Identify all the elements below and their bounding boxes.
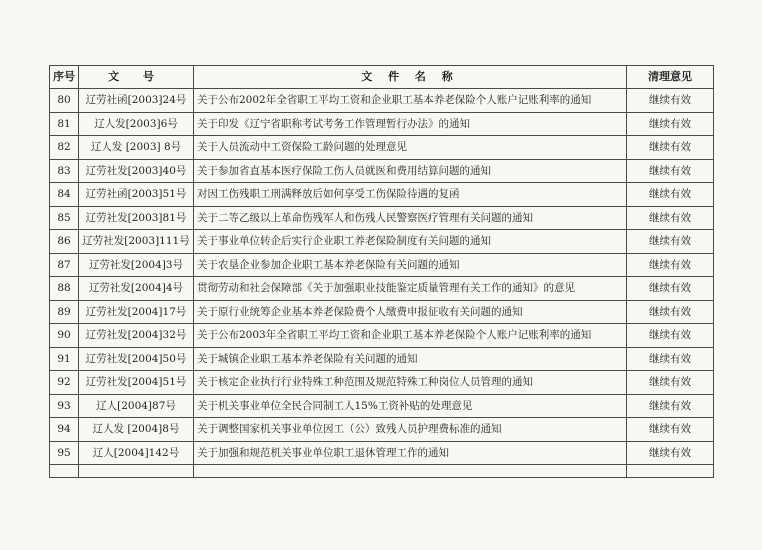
document-number: 辽劳社发[2003]81号: [79, 206, 194, 230]
cleanup-opinion: 继续有效: [627, 277, 714, 301]
row-number: 87: [50, 253, 79, 277]
row-number: 84: [50, 183, 79, 207]
document-title: 关于二等乙级以上革命伤残军人和伤残人民警察医疗管理有关问题的通知: [194, 206, 627, 230]
row-number: 85: [50, 206, 79, 230]
cleanup-opinion: 继续有效: [627, 300, 714, 324]
document-title: 关于加强和规范机关事业单位职工退休管理工作的通知: [194, 441, 627, 465]
document-number: 辽人[2004]87号: [79, 394, 194, 418]
table-row: [50, 277, 714, 301]
header-opinion: 清理意见: [627, 66, 714, 89]
table-body: [50, 89, 714, 478]
cleanup-opinion: 继续有效: [627, 347, 714, 371]
table-row: [50, 183, 714, 207]
document-title: 关于参加省直基本医疗保险工伤人员就医和费用结算问题的通知: [194, 159, 627, 183]
table-row: [50, 112, 714, 136]
row-number: 91: [50, 347, 79, 371]
document-title: 关于调整国家机关事业单位因工（公）致残人员护理费标准的通知: [194, 418, 627, 442]
table-row: [50, 441, 714, 465]
document-title: 关于事业单位转企后实行企业职工养老保险制度有关问题的通知: [194, 230, 627, 254]
cleanup-opinion: 继续有效: [627, 324, 714, 348]
empty-cell: [194, 465, 627, 478]
table-row: [50, 230, 714, 254]
table-row: [50, 371, 714, 395]
document-number: 辽劳社发[2003]111号: [79, 230, 194, 254]
row-number: 93: [50, 394, 79, 418]
table-row: [50, 206, 714, 230]
document-title: 关于公布2002年全省职工平均工资和企业职工基本养老保险个人账户记账利率的通知: [194, 89, 627, 113]
document-number: 辽人发 [2003] 8号: [79, 136, 194, 160]
empty-cell: [627, 465, 714, 478]
row-number: 83: [50, 159, 79, 183]
empty-cell: [50, 465, 79, 478]
document-title: 关于印发《辽宁省职称考试考务工作管理暂行办法》的通知: [194, 112, 627, 136]
document-number: 辽劳社发[2004]4号: [79, 277, 194, 301]
document-number: 辽人[2004]142号: [79, 441, 194, 465]
cleanup-opinion: 继续有效: [627, 136, 714, 160]
cleanup-opinion: 继续有效: [627, 89, 714, 113]
document-number: 辽劳社发[2004]50号: [79, 347, 194, 371]
row-number: 95: [50, 441, 79, 465]
document-title: 贯彻劳动和社会保障部《关于加强职业技能鉴定质量管理有关工作的通知》的意见: [194, 277, 627, 301]
document-number: 辽劳社发[2004]32号: [79, 324, 194, 348]
document-title: 关于机关事业单位全民合同制工人15%工资补贴的处理意见: [194, 394, 627, 418]
document-number: 辽劳社函[2003]24号: [79, 89, 194, 113]
table-row: [50, 324, 714, 348]
cleanup-opinion: 继续有效: [627, 441, 714, 465]
document-title: 关于核定企业执行行业特殊工种范围及规范特殊工种岗位人员管理的通知: [194, 371, 627, 395]
document-title: 关于人员流动中工资保险工龄问题的处理意见: [194, 136, 627, 160]
row-number: 90: [50, 324, 79, 348]
table-row: [50, 136, 714, 160]
table-row: [50, 159, 714, 183]
row-number: 89: [50, 300, 79, 324]
document-number: 辽劳社发[2003]40号: [79, 159, 194, 183]
table-header-row: [50, 66, 714, 89]
document-table: [49, 65, 714, 478]
header-doc-number: 文 号: [79, 66, 194, 89]
cleanup-opinion: 继续有效: [627, 112, 714, 136]
table-row: [50, 300, 714, 324]
table-row: [50, 394, 714, 418]
header-no: 序号: [50, 66, 79, 89]
row-number: 82: [50, 136, 79, 160]
table-row: [50, 253, 714, 277]
row-number: 80: [50, 89, 79, 113]
document-title: 对因工伤残职工刑满释放后如何享受工伤保险待遇的复函: [194, 183, 627, 207]
table-row: [50, 347, 714, 371]
table-row-empty: [50, 465, 714, 478]
row-number: 81: [50, 112, 79, 136]
document-number: 辽劳社发[2004]51号: [79, 371, 194, 395]
table-row: [50, 89, 714, 113]
cleanup-opinion: 继续有效: [627, 371, 714, 395]
document-number: 辽劳社发[2004]17号: [79, 300, 194, 324]
row-number: 88: [50, 277, 79, 301]
row-number: 86: [50, 230, 79, 254]
row-number: 94: [50, 418, 79, 442]
row-number: 92: [50, 371, 79, 395]
document-title: 关于公布2003年全省职工平均工资和企业职工基本养老保险个人账户记账利率的通知: [194, 324, 627, 348]
document-number: 辽人发[2003]6号: [79, 112, 194, 136]
cleanup-opinion: 继续有效: [627, 159, 714, 183]
cleanup-opinion: 继续有效: [627, 253, 714, 277]
cleanup-opinion: 继续有效: [627, 394, 714, 418]
table-row: [50, 418, 714, 442]
cleanup-opinion: 继续有效: [627, 230, 714, 254]
cleanup-opinion: 继续有效: [627, 206, 714, 230]
document-title: 关于城镇企业职工基本养老保险有关问题的通知: [194, 347, 627, 371]
document-title: 关于农垦企业参加企业职工基本养老保险有关问题的通知: [194, 253, 627, 277]
document-number: 辽人发 [2004]8号: [79, 418, 194, 442]
document-number: 辽劳社发[2004]3号: [79, 253, 194, 277]
document-title: 关于原行业统筹企业基本养老保险费个人缴费申报征收有关问题的通知: [194, 300, 627, 324]
cleanup-opinion: 继续有效: [627, 418, 714, 442]
document-number: 辽劳社函[2003]51号: [79, 183, 194, 207]
header-title: 文 件 名 称: [194, 66, 627, 89]
empty-cell: [79, 465, 194, 478]
cleanup-opinion: 继续有效: [627, 183, 714, 207]
